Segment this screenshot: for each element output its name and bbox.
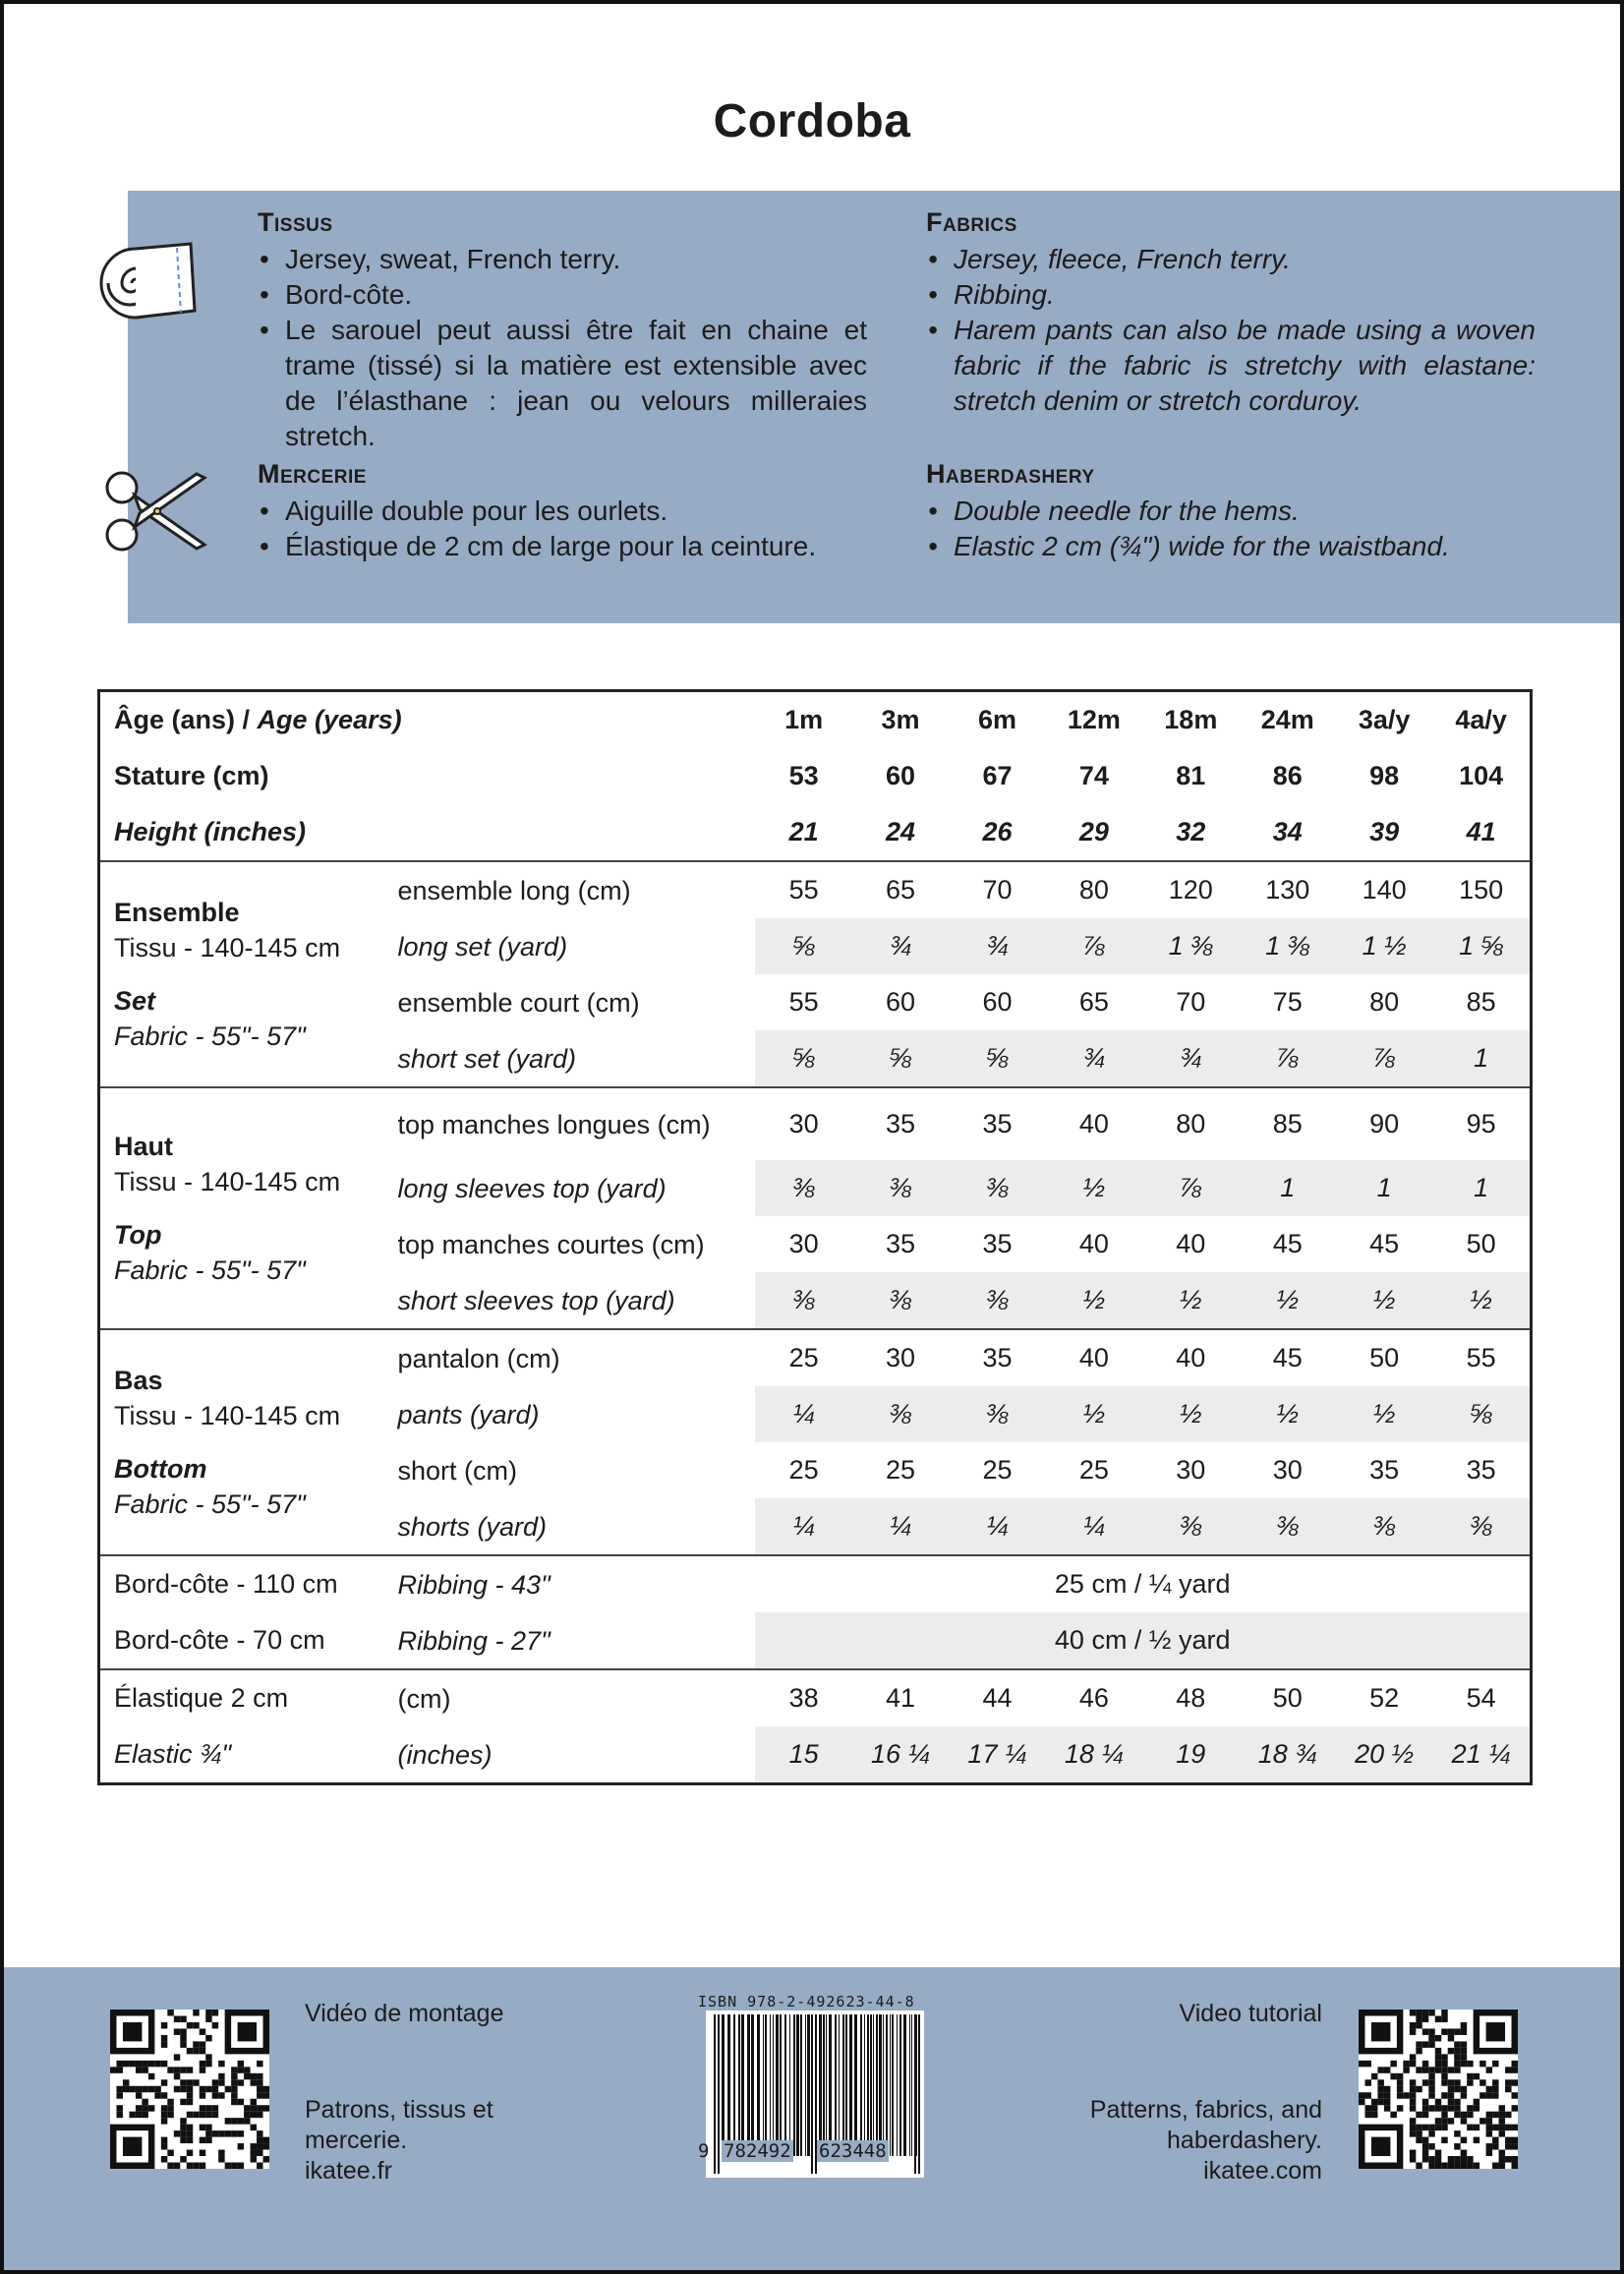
ribbing-label-fr: Bord-côte - 110 cm <box>99 1555 392 1612</box>
table-cell: 60 <box>982 987 1013 1017</box>
table-cell: 95 <box>1432 1087 1531 1160</box>
shop-en-line: haberdashery. <box>1167 2127 1322 2154</box>
table-cell: 70 <box>949 861 1045 918</box>
list-item: • Harem pants can also be made using a woven fabric if the fabric is stretchy with elastane: stretch denim or stretch corduroy. <box>926 313 1536 419</box>
table-cell: 140 <box>1336 861 1432 918</box>
age-row <box>99 691 1532 749</box>
group-name-fr: Ensemble <box>114 898 240 927</box>
table-cell: 19 <box>1142 1726 1239 1784</box>
table-cell: 45 <box>1369 1229 1400 1258</box>
table-cell: 40 <box>1078 1229 1109 1258</box>
table-cell: 21 ¼ <box>1432 1726 1531 1784</box>
table-cell: 25 <box>755 1329 851 1386</box>
age-label <box>99 691 756 749</box>
table-cell: ⅜ <box>1432 1498 1531 1555</box>
table-cell: 120 <box>1142 861 1239 918</box>
table-cell: 4a/y <box>1455 705 1507 734</box>
table-cell: 26 <box>982 817 1013 846</box>
row-label: pantalon (cm) <box>391 1329 755 1386</box>
table-cell: ¾ <box>1046 1030 1142 1087</box>
table-cell: 34 <box>1272 817 1303 846</box>
table-cell: 55 <box>755 861 851 918</box>
fabrics-fr <box>258 204 867 454</box>
table-cell: ⅜ <box>949 1272 1045 1329</box>
table-cell: ⅜ <box>949 1160 1045 1216</box>
fabrics-fr-title: Tissus <box>258 207 333 237</box>
fabrics-fr-list <box>258 242 867 454</box>
table-cell: 81 <box>1176 761 1206 790</box>
table-cell: 30 <box>1272 1455 1303 1485</box>
list-item: • Aiguille double pour les ourlets. <box>258 494 867 529</box>
table-cell: 38 <box>755 1669 851 1726</box>
table-cell: 104 <box>1459 761 1504 790</box>
table-cell: 35 <box>949 1087 1045 1160</box>
table-cell: 1 <box>1432 1160 1531 1216</box>
table-cell: 35 <box>1466 1455 1496 1485</box>
table-cell: 30 <box>788 1229 819 1258</box>
list-item: • Jersey, sweat, French terry. <box>258 242 867 277</box>
table-cell: ¼ <box>1046 1498 1142 1555</box>
row-label: long set (yard) <box>397 931 568 962</box>
table-cell: 85 <box>1466 987 1496 1017</box>
ribbing-label-fr: Bord-côte - 70 cm <box>114 1625 325 1655</box>
table-cell: 35 <box>852 1087 949 1160</box>
video-tutorial-fr-label: Vidéo de montage <box>305 2000 504 2027</box>
fabrics-en-title: Fabrics <box>926 207 1017 237</box>
table-cell: ⅜ <box>1240 1498 1336 1555</box>
page-title: Cordoba <box>713 95 911 147</box>
table-cell: 35 <box>949 1329 1045 1386</box>
table-cell: 50 <box>1240 1669 1336 1726</box>
table-cell: ⅞ <box>1046 918 1142 974</box>
table-cell: ¾ <box>1142 1030 1239 1087</box>
shop-fr-line: mercerie. <box>305 2127 408 2154</box>
isbn-text: ISBN 978-2-492623-44-8 <box>698 1993 915 2011</box>
table-cell: ½ <box>1046 1160 1142 1216</box>
table-cell: ⅜ <box>852 1386 949 1442</box>
table-cell: 17 ¼ <box>949 1726 1045 1784</box>
table-cell: 40 <box>1046 1087 1142 1160</box>
group-fabric-en: Fabric - 55"- 57" <box>114 1021 306 1051</box>
table-cell: 130 <box>1240 861 1336 918</box>
table-cell: ⅜ <box>852 1272 949 1329</box>
table-cell: 1 ⅜ <box>1142 918 1239 974</box>
table-cell: ¾ <box>852 918 949 974</box>
table-cell: 45 <box>1240 1329 1336 1386</box>
fabrics-en-list <box>926 242 1536 419</box>
table-cell: 1 <box>1432 1030 1531 1087</box>
row-label: short (cm) <box>397 1455 517 1486</box>
table-cell: 54 <box>1432 1669 1531 1726</box>
table-cell: 20 ½ <box>1336 1726 1432 1784</box>
table-cell: 65 <box>1078 987 1109 1017</box>
table-cell: 41 <box>852 1669 949 1726</box>
ribbing-value: 25 cm / ¼ yard <box>755 1555 1531 1612</box>
stature-row <box>99 748 1532 804</box>
table-cell: ⅜ <box>949 1386 1045 1442</box>
elastic-unit: (cm) <box>391 1669 755 1726</box>
table-cell: 1 ½ <box>1336 918 1432 974</box>
table-cell: 41 <box>1466 817 1496 846</box>
table-cell: ⅝ <box>755 1030 851 1087</box>
age-label-en: Age (years) <box>257 705 402 734</box>
qr-code-fr[interactable] <box>110 2010 269 2169</box>
elastic-unit: (inches) <box>397 1739 493 1770</box>
spacer <box>114 1433 385 1451</box>
table-cell: ½ <box>1142 1272 1239 1329</box>
table-row <box>99 1329 1532 1386</box>
table-cell: 40 <box>1176 1229 1206 1258</box>
group-label <box>99 1087 392 1329</box>
table-cell: 25 <box>886 1455 916 1485</box>
table-cell: ⅝ <box>852 1030 949 1087</box>
table-cell: 21 <box>788 817 819 846</box>
group-name-en: Top <box>114 1220 162 1250</box>
table-cell: 16 ¼ <box>852 1726 949 1784</box>
table-row <box>99 861 1532 918</box>
table-cell: ¼ <box>755 1386 851 1442</box>
group-name-fr: Bas <box>114 1366 163 1395</box>
list-item: • Double needle for the hems. <box>926 494 1536 529</box>
table-cell: 32 <box>1176 817 1206 846</box>
table-cell: 80 <box>1046 861 1142 918</box>
table-cell: ¼ <box>949 1498 1045 1555</box>
table-cell: 74 <box>1078 761 1109 790</box>
table-cell: 48 <box>1142 1669 1239 1726</box>
shop-fr-text <box>305 2095 493 2187</box>
table-cell: 80 <box>1142 1087 1239 1160</box>
size-chart-table <box>97 689 1533 1785</box>
row-label: ensemble long (cm) <box>391 861 755 918</box>
height-row <box>99 804 1532 861</box>
table-cell: 35 <box>982 1229 1013 1258</box>
haberdashery-fr-list <box>258 494 867 564</box>
table-cell: 39 <box>1369 817 1400 846</box>
group-name-en: Bottom <box>114 1454 207 1484</box>
table-cell: ⅝ <box>1432 1386 1531 1442</box>
haberdashery-en-list <box>926 494 1536 564</box>
table-cell: 65 <box>852 861 949 918</box>
table-cell: ¼ <box>755 1498 851 1555</box>
table-cell: ½ <box>1336 1272 1432 1329</box>
barcode-digit-lead: 9 <box>698 2140 710 2162</box>
shop-en-text <box>1090 2095 1322 2187</box>
table-cell: ½ <box>1046 1272 1142 1329</box>
table-cell: ⅞ <box>1240 1030 1336 1087</box>
table-cell: 40 <box>1046 1329 1142 1386</box>
table-cell: 24m <box>1260 705 1314 734</box>
elastic-label: Élastique 2 cm <box>99 1669 392 1726</box>
table-cell: 25 <box>982 1455 1013 1485</box>
table-cell: 1m <box>784 705 824 734</box>
table-cell: ½ <box>1432 1272 1531 1329</box>
table-cell: 98 <box>1369 761 1400 790</box>
table-cell: ⅜ <box>852 1160 949 1216</box>
table-cell: 53 <box>788 761 819 790</box>
table-cell: ½ <box>1240 1272 1336 1329</box>
table-cell: ⅝ <box>949 1030 1045 1087</box>
ribbing-label-en: Ribbing - 27" <box>397 1625 551 1656</box>
table-cell: 18 ¼ <box>1046 1726 1142 1784</box>
table-cell: ⅝ <box>755 918 851 974</box>
table-cell: 1 <box>1336 1160 1432 1216</box>
row-label: ensemble court (cm) <box>397 987 640 1018</box>
group-label <box>99 1329 392 1555</box>
table-cell: 30 <box>852 1329 949 1386</box>
ribbing-label-en: Ribbing - 43" <box>391 1555 755 1612</box>
table-cell: 150 <box>1432 861 1531 918</box>
haberdashery-en-title: Haberdashery <box>926 459 1095 489</box>
table-cell: 1 ⅜ <box>1240 918 1336 974</box>
table-cell: 29 <box>1078 817 1109 846</box>
table-cell: ½ <box>1240 1386 1336 1442</box>
table-cell: 85 <box>1240 1087 1336 1160</box>
row-label: top manches courtes (cm) <box>397 1229 705 1259</box>
haberdashery-en <box>926 456 1536 564</box>
group-fabric-en: Fabric - 55"- 57" <box>114 1255 306 1285</box>
fabric-roll-icon <box>96 236 201 329</box>
group-fabric-en: Fabric - 55"- 57" <box>114 1489 306 1519</box>
table-cell: 3a/y <box>1358 705 1411 734</box>
table-cell: 35 <box>1369 1455 1400 1485</box>
list-item: • Ribbing. <box>926 277 1536 313</box>
row-label: pants (yard) <box>397 1399 540 1429</box>
group-fabric-fr: Tissu - 140-145 cm <box>114 1167 341 1196</box>
table-cell: ⅞ <box>1142 1160 1239 1216</box>
table-cell: 44 <box>949 1669 1045 1726</box>
table-cell: 60 <box>886 761 916 790</box>
table-cell: 12m <box>1067 705 1121 734</box>
list-item: • Élastique de 2 cm de large pour la ceinture. <box>258 529 867 564</box>
table-cell: 3m <box>881 705 920 734</box>
table-cell: 25 <box>788 1455 819 1485</box>
shop-fr-line: Patrons, tissus et <box>305 2096 493 2124</box>
table-cell: 18m <box>1164 705 1218 734</box>
age-label-fr: Âge (ans) / <box>114 705 258 734</box>
table-cell: 18 ¾ <box>1240 1726 1336 1784</box>
table-cell: ⅜ <box>755 1160 851 1216</box>
website-fr-link[interactable]: ikatee.fr <box>305 2157 392 2185</box>
table-cell: ⅞ <box>1336 1030 1432 1087</box>
row-label: short set (yard) <box>397 1043 577 1074</box>
table-cell: 52 <box>1336 1669 1432 1726</box>
list-item: • Le sarouel peut aussi être fait en chaine et trame (tissé) si la matière est extensible avec de l’élasthane : jean ou velours milleraies stretch. <box>258 313 867 454</box>
website-en-link[interactable]: ikatee.com <box>1203 2157 1322 2185</box>
table-cell: 50 <box>1336 1329 1432 1386</box>
table-cell: ½ <box>1336 1386 1432 1442</box>
row-label: short sleeves top (yard) <box>397 1285 675 1315</box>
table-cell: 55 <box>788 987 819 1017</box>
table-cell: 24 <box>886 817 916 846</box>
table-cell: ⅜ <box>1336 1498 1432 1555</box>
table-row <box>99 1087 1532 1160</box>
isbn-barcode <box>692 1993 938 2183</box>
row-label: top manches longues (cm) <box>391 1087 755 1160</box>
table-cell: 25 <box>1078 1455 1109 1485</box>
video-tutorial-en-label: Video tutorial <box>1179 2000 1322 2027</box>
table-cell: ⅜ <box>1142 1498 1239 1555</box>
group-label <box>99 861 392 1087</box>
ribbing-value: 40 cm / ½ yard <box>755 1612 1531 1669</box>
table-cell: ½ <box>1046 1386 1142 1442</box>
table-cell: 6m <box>977 705 1016 734</box>
list-item: • Jersey, fleece, French terry. <box>926 242 1536 277</box>
table-cell: 60 <box>886 987 916 1017</box>
footer <box>4 1967 1620 2270</box>
height-label: Height (inches) <box>114 817 307 846</box>
table-cell: 40 <box>1142 1329 1239 1386</box>
group-fabric-fr: Tissu - 140-145 cm <box>114 933 341 962</box>
shop-en-line: Patterns, fabrics, and <box>1089 2096 1322 2124</box>
table-cell: 15 <box>755 1726 851 1784</box>
table-cell: ¼ <box>852 1498 949 1555</box>
barcode-digits-right: 623448 <box>819 2140 887 2162</box>
group-fabric-fr: Tissu - 140-145 cm <box>114 1401 341 1430</box>
table-cell: 1 <box>1240 1160 1336 1216</box>
table-cell: 35 <box>886 1229 916 1258</box>
fabrics-en <box>926 204 1536 419</box>
row-label: shorts (yard) <box>397 1511 548 1542</box>
table-cell: 86 <box>1272 761 1303 790</box>
table-cell: 70 <box>1176 987 1206 1017</box>
table-cell: 90 <box>1336 1087 1432 1160</box>
elastic-row <box>99 1669 1532 1726</box>
elastic-label: Elastic ¾" <box>114 1739 232 1769</box>
list-item: • Elastic 2 cm (¾") wide for the waistband. <box>926 529 1536 564</box>
table-cell: 50 <box>1466 1229 1496 1258</box>
table-cell: 55 <box>1432 1329 1531 1386</box>
group-name-fr: Haut <box>114 1132 173 1161</box>
ribbing-row <box>99 1612 1532 1669</box>
table-cell: 1 ⅝ <box>1432 918 1531 974</box>
table-cell: 75 <box>1272 987 1303 1017</box>
group-name-en: Set <box>114 986 156 1016</box>
spacer <box>114 1199 385 1217</box>
table-cell: 30 <box>1176 1455 1206 1485</box>
list-item: • Bord-côte. <box>258 277 867 313</box>
table-cell: ¾ <box>949 918 1045 974</box>
row-label: long sleeves top (yard) <box>397 1173 667 1203</box>
haberdashery-fr-title: Mercerie <box>258 459 367 489</box>
table-cell: 80 <box>1369 987 1400 1017</box>
stature-label: Stature (cm) <box>114 761 269 790</box>
elastic-row <box>99 1726 1532 1784</box>
table-cell: 67 <box>982 761 1013 790</box>
qr-code-en[interactable] <box>1359 2010 1518 2169</box>
table-cell: 46 <box>1046 1669 1142 1726</box>
table-cell: ⅜ <box>755 1272 851 1329</box>
table-cell: 45 <box>1272 1229 1303 1258</box>
haberdashery-fr <box>258 456 867 564</box>
scissors-icon <box>102 466 210 561</box>
table-cell: 30 <box>755 1087 851 1160</box>
barcode-digits-left: 782492 <box>724 2140 791 2162</box>
table-cell: ½ <box>1142 1386 1239 1442</box>
ribbing-row <box>99 1555 1532 1612</box>
spacer <box>114 965 385 983</box>
